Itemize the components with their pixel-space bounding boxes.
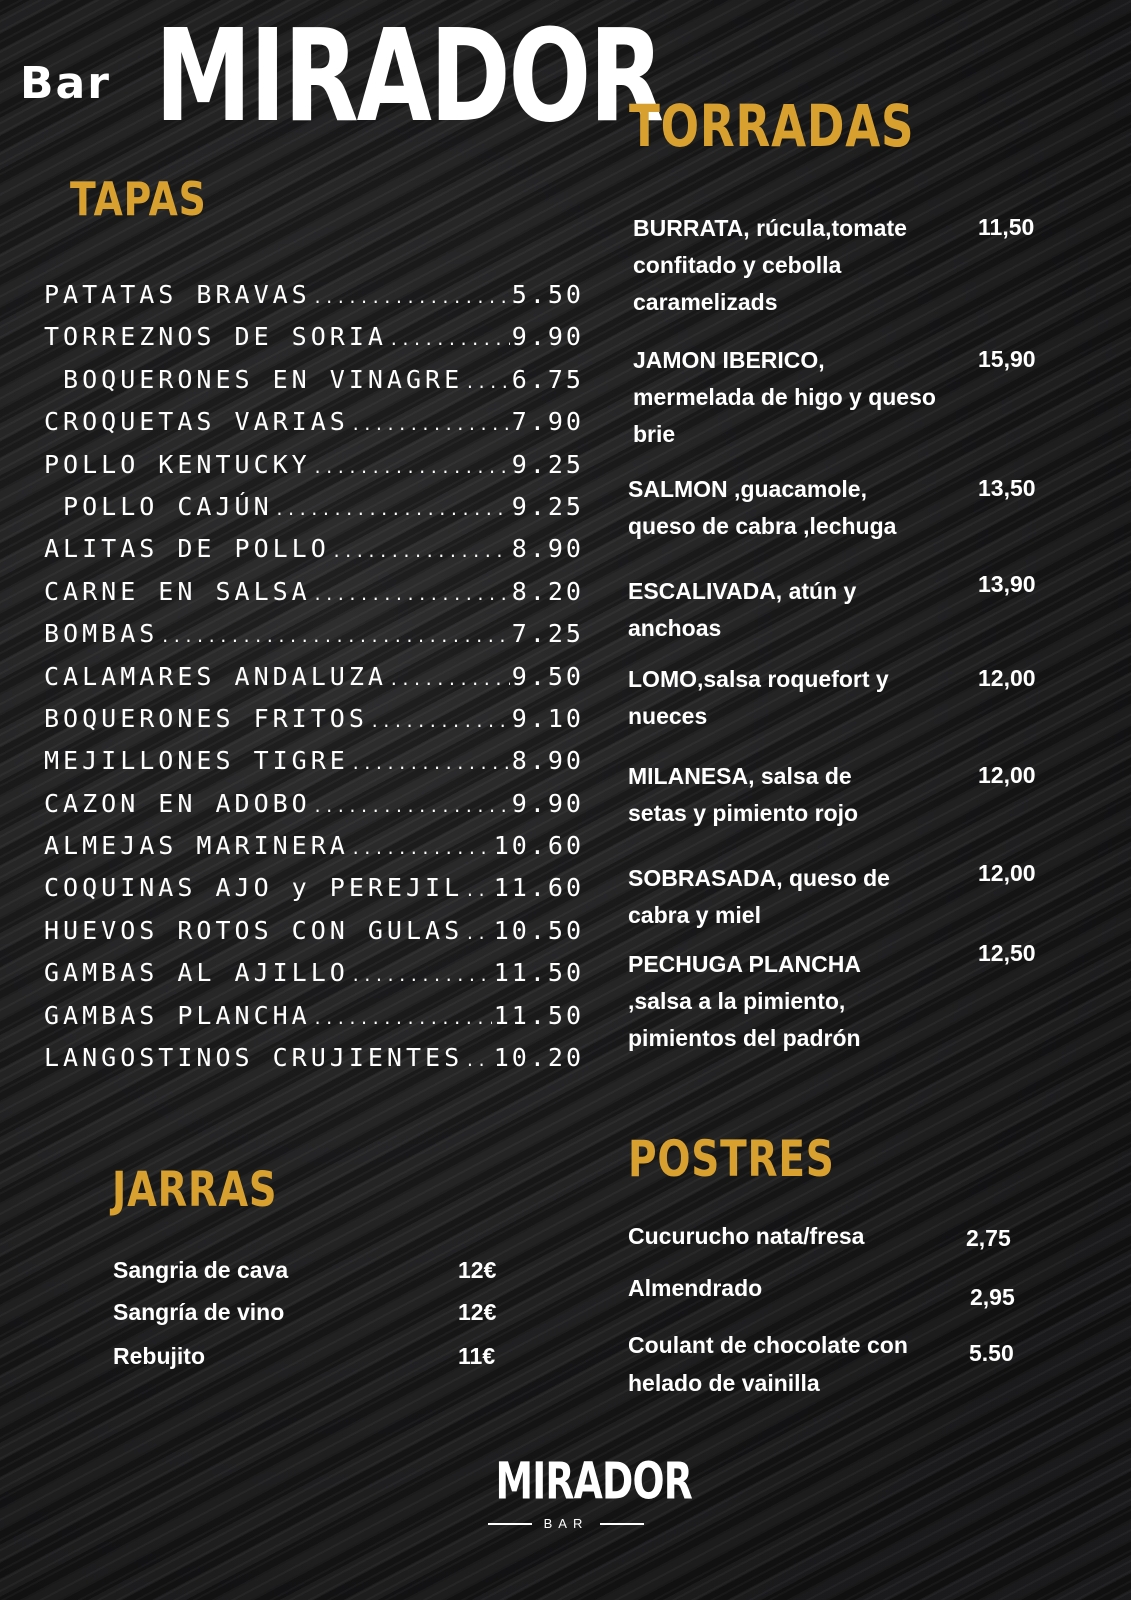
tapa-row [44,873,584,915]
tapa-row [44,1001,584,1043]
dot-leader [275,500,510,519]
tapa-row [44,704,584,746]
torrada-description: BURRATA, rúcula,tomate confitado y cebolla caramelizads [633,215,907,315]
torrada-description: JAMON IBERICO, mermelada de higo y queso brie [633,347,936,447]
divider [488,1523,532,1525]
torrada-description: SOBRASADA, queso de cabra y miel [628,865,890,928]
postres-heading: POSTRES [628,1130,835,1188]
tapa-row [44,492,584,534]
torrada-price: 12,50 [978,940,1036,966]
tapa-price: 11.50 [493,958,584,988]
tapa-price: 10.60 [493,831,584,861]
postre-name: Coulant de chocolate con helado de vainilla [628,1332,908,1396]
tapa-price: 6.75 [511,364,584,394]
torrada-price: 12,00 [978,665,1036,691]
tapa-price: 8.20 [511,576,584,606]
torrada-price: 12,00 [978,762,1036,788]
footer-logo-name: MIRADOR [495,1451,692,1511]
dot-leader [313,585,510,604]
tapa-name: ALMEJAS MARINERA [44,831,349,861]
tapa-price: 9.50 [511,661,584,691]
tapa-price: 8.90 [511,534,584,564]
tapa-name: MEJILLONES TIGRE [44,746,349,776]
tapa-name: BOQUERONES EN VINAGRE [44,364,464,394]
jarra-name: Sangría de vino [113,1299,285,1325]
tapa-row [44,789,584,831]
tapa-price: 9.90 [511,788,584,818]
tapa-row [44,365,584,407]
dot-leader [465,373,510,392]
tapa-name: LANGOSTINOS CRUJIENTES [44,1043,464,1073]
tapa-price: 5.50 [511,280,584,309]
dot-leader [313,458,510,477]
jarra-name: Sangria de cava [113,1257,289,1283]
dot-leader [351,415,510,434]
footer-logo-sub [480,1516,652,1531]
jarra-row [113,1343,513,1370]
dot-leader [351,754,510,773]
torradas-heading: TORRADAS [629,92,915,160]
dot-leader [370,712,510,731]
tapa-name: TORREZNOS DE SORIA [44,322,387,352]
dot-leader [465,924,492,943]
torrada-price: 11,50 [978,214,1035,240]
jarras-heading: JARRAS [112,1162,278,1218]
jarra-row [113,1299,513,1326]
tapa-row [44,831,584,873]
torrada-price: 12,00 [978,860,1036,886]
torrada-price: 13,50 [978,475,1036,501]
dot-leader [332,542,510,561]
tapa-price: 10.50 [493,915,584,945]
tapa-row [44,958,584,1000]
dot-leader [313,288,510,307]
tapa-name: BOQUERONES FRITOS [44,703,368,733]
tapa-price: 8.90 [511,746,584,776]
tapa-name: HUEVOS ROTOS CON GULAS [44,915,464,945]
footer-logo-subtitle: BAR [543,1516,589,1531]
torrada-description: LOMO,salsa roquefort y nueces [628,666,889,729]
torrada-description: MILANESA, salsa de setas y pimiento rojo [628,763,859,826]
jarra-price: 11€ [458,1343,496,1369]
postre-price: 2,75 [966,1225,1011,1251]
tapa-row [44,746,584,788]
tapa-row [44,407,584,449]
tapa-price: 9.25 [511,491,584,521]
dot-leader [351,966,492,985]
jarra-price: 12€ [458,1257,497,1283]
tapa-name: GAMBAS AL AJILLO [44,958,349,988]
dot-leader [351,839,492,858]
tapa-price: 9.10 [511,703,584,733]
tapa-name: CALAMARES ANDALUZA [44,661,387,691]
tapa-name: POLLO CAJÚN [44,491,273,521]
postre-name: Almendrado [628,1275,763,1301]
dot-leader [389,330,510,349]
tapa-row [44,1043,584,1085]
torrada-description: ESCALIVADA, atún y anchoas [628,578,857,641]
tapa-name: ALITAS DE POLLO [44,534,330,564]
tapas-list [44,280,584,1085]
tapa-price: 7.90 [511,407,584,437]
tapa-price: 9.90 [511,322,584,352]
dot-leader [313,797,510,816]
torrada-price: 13,90 [978,571,1036,597]
jarra-name: Rebujito [113,1343,205,1369]
tapa-price: 10.20 [493,1043,584,1073]
torrada-description: SALMON ,guacamole, queso de cabra ,lechuga [628,476,897,539]
postre-name: Cucurucho nata/fresa [628,1223,865,1249]
dot-leader [465,881,492,900]
tapa-row [44,619,584,661]
torrada-description: PECHUGA PLANCHA ,salsa a la pimiento, pimientos del padrón [628,951,861,1051]
tapa-name: CAZON EN ADOBO [44,788,311,818]
tapa-row [44,450,584,492]
tapa-name: COQUINAS AJO y PEREJIL [44,873,464,903]
tapa-name: GAMBAS PLANCHA [44,1000,311,1030]
dot-leader [160,627,509,646]
tapa-name: POLLO KENTUCKY [44,449,311,479]
tapa-row [44,916,584,958]
tapa-name: CARNE EN SALSA [44,576,311,606]
tapa-row [44,280,584,322]
postre-price: 2,95 [970,1284,1015,1310]
tapa-price: 9.25 [511,449,584,479]
torrada-price: 15,90 [978,346,1036,372]
tapa-row [44,662,584,704]
tapa-row [44,534,584,576]
jarra-row [113,1257,513,1284]
divider [600,1523,644,1525]
brand-prefix: Bar [20,58,111,109]
dot-leader [389,670,510,689]
jarra-price: 12€ [458,1299,497,1325]
postre-price: 5.50 [969,1340,1014,1366]
tapas-heading: TAPAS [70,172,207,226]
brand-title: MIRADOR [155,3,662,151]
tapa-price: 7.25 [511,619,584,649]
tapa-name: CROQUETAS VARIAS [44,407,349,437]
dot-leader [465,1051,492,1070]
footer-logo [480,1451,692,1531]
dot-leader [313,1009,492,1028]
tapa-name: BOMBAS [44,619,159,649]
tapa-row [44,322,584,364]
tapa-price: 11.60 [493,873,584,903]
tapa-price: 11.50 [493,1000,584,1030]
tapa-name: PATATAS BRAVAS [44,280,311,309]
tapa-row [44,577,584,619]
